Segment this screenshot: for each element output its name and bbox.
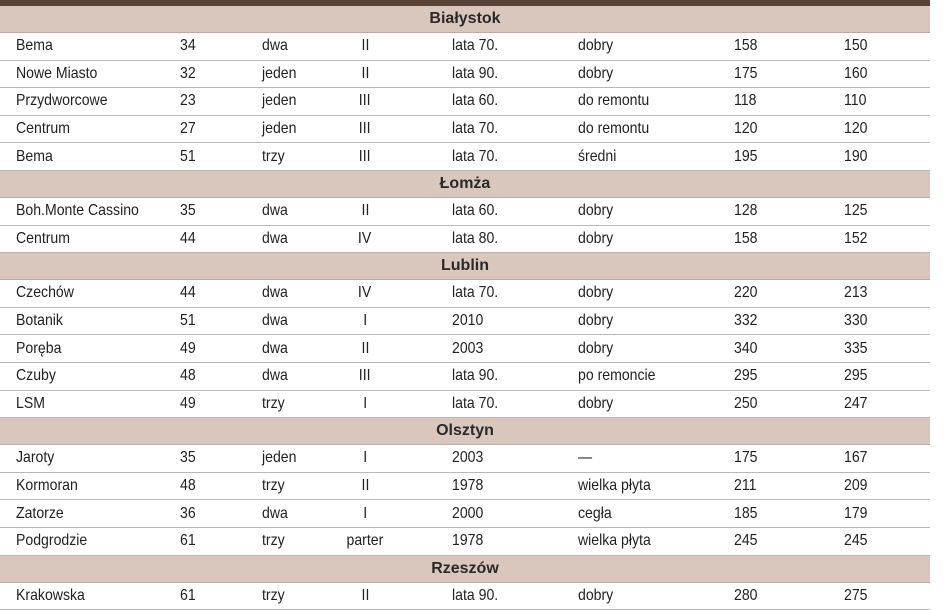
rooms-cell xyxy=(262,528,342,555)
price-cell-text: 209 xyxy=(844,477,867,495)
district-cell-text: Czechów xyxy=(16,284,74,302)
condition-cell xyxy=(578,116,718,143)
year-cell-text: 1978 xyxy=(452,477,483,495)
price-cell-text: 295 xyxy=(734,367,757,385)
district-cell xyxy=(16,226,174,253)
price-cell xyxy=(734,33,794,60)
year-cell xyxy=(452,473,562,500)
price-cell-text: 335 xyxy=(844,340,867,358)
year-cell xyxy=(452,363,562,390)
year-cell-text: 2003 xyxy=(452,340,483,358)
price-cell-text: 280 xyxy=(734,587,757,605)
condition-cell-text: dobry xyxy=(578,202,613,220)
condition-cell xyxy=(578,445,718,472)
area-cell-text: 49 xyxy=(180,340,196,358)
table-row xyxy=(0,335,930,363)
table-row xyxy=(0,61,930,89)
condition-cell-text: — xyxy=(578,449,592,467)
floor-cell-text: II xyxy=(361,202,369,220)
district-cell xyxy=(16,363,174,390)
area-cell xyxy=(180,335,240,362)
area-cell-text: 32 xyxy=(180,65,196,83)
floor-cell xyxy=(340,391,390,418)
table-row xyxy=(0,88,930,116)
table-row xyxy=(0,116,930,144)
price-cell xyxy=(734,335,794,362)
district-cell-text: Centrum xyxy=(16,120,70,138)
year-cell xyxy=(452,528,562,555)
price-cell-text: 213 xyxy=(844,284,867,302)
year-cell-text: lata 70. xyxy=(452,395,498,413)
price-cell-text: 190 xyxy=(844,148,867,166)
year-cell xyxy=(452,583,562,610)
price-cell xyxy=(844,198,904,225)
rooms-cell xyxy=(262,583,342,610)
price-cell-text: 118 xyxy=(734,92,756,110)
city-header: Białystok xyxy=(0,6,930,33)
condition-cell-text: do remontu xyxy=(578,120,649,138)
price-cell xyxy=(844,445,904,472)
area-cell xyxy=(180,198,240,225)
condition-cell xyxy=(578,500,718,527)
city-header: Łomża xyxy=(0,171,930,198)
year-cell xyxy=(452,226,562,253)
price-cell xyxy=(734,280,794,307)
area-cell xyxy=(180,61,240,88)
price-cell xyxy=(844,335,904,362)
year-cell-text: lata 60. xyxy=(452,202,498,220)
price-cell-text: 128 xyxy=(734,202,757,220)
price-cell-text: 245 xyxy=(844,532,867,550)
floor-cell-text: I xyxy=(363,505,367,523)
area-cell xyxy=(180,116,240,143)
district-cell xyxy=(16,528,174,555)
condition-cell xyxy=(578,363,718,390)
year-cell xyxy=(452,143,562,170)
condition-cell xyxy=(578,61,718,88)
condition-cell xyxy=(578,391,718,418)
price-cell-text: 160 xyxy=(844,65,867,83)
condition-cell-text: dobry xyxy=(578,587,613,605)
rooms-cell xyxy=(262,88,342,115)
area-cell-text: 44 xyxy=(180,230,196,248)
condition-cell-text: wielka płyta xyxy=(578,532,651,550)
table-row xyxy=(0,226,930,254)
rooms-cell xyxy=(262,308,342,335)
district-cell-text: Przydworcowe xyxy=(16,92,108,110)
rooms-cell-text: dwa xyxy=(262,340,288,358)
price-cell-text: 275 xyxy=(844,587,867,605)
rooms-cell xyxy=(262,33,342,60)
rooms-cell xyxy=(262,473,342,500)
price-cell xyxy=(734,198,794,225)
floor-cell xyxy=(340,61,390,88)
apartment-price-table xyxy=(0,6,930,610)
district-cell-text: Czuby xyxy=(16,367,56,385)
price-cell xyxy=(734,116,794,143)
price-cell-text: 120 xyxy=(844,120,867,138)
district-cell-text: Zatorze xyxy=(16,505,64,523)
price-cell-text: 125 xyxy=(844,202,867,220)
rooms-cell-text: trzy xyxy=(262,477,285,495)
rooms-cell-text: dwa xyxy=(262,37,288,55)
price-cell xyxy=(844,116,904,143)
floor-cell xyxy=(340,528,390,555)
price-cell xyxy=(734,473,794,500)
price-cell-text: 340 xyxy=(734,340,757,358)
rooms-cell-text: trzy xyxy=(262,395,285,413)
district-cell xyxy=(16,583,174,610)
condition-cell-text: dobry xyxy=(578,340,613,358)
rooms-cell-text: trzy xyxy=(262,148,285,166)
price-cell xyxy=(844,528,904,555)
floor-cell xyxy=(340,583,390,610)
area-cell-text: 35 xyxy=(180,202,196,220)
floor-cell-text: IV xyxy=(358,284,371,302)
floor-cell-text: III xyxy=(359,367,371,385)
price-cell xyxy=(844,61,904,88)
price-cell-text: 158 xyxy=(734,230,757,248)
area-cell-text: 61 xyxy=(180,587,196,605)
price-cell-text: 220 xyxy=(734,284,757,302)
condition-cell-text: dobry xyxy=(578,230,613,248)
rooms-cell xyxy=(262,61,342,88)
city-header: Lublin xyxy=(0,253,930,280)
price-cell-text: 295 xyxy=(844,367,867,385)
price-cell xyxy=(734,500,794,527)
price-cell-text: 175 xyxy=(734,65,757,83)
rooms-cell xyxy=(262,198,342,225)
price-cell-text: 332 xyxy=(734,312,757,330)
year-cell xyxy=(452,116,562,143)
condition-cell-text: po remoncie xyxy=(578,367,655,385)
area-cell xyxy=(180,473,240,500)
floor-cell-text: III xyxy=(359,120,371,138)
year-cell xyxy=(452,88,562,115)
rooms-cell-text: jeden xyxy=(262,92,296,110)
price-cell-text: 195 xyxy=(734,148,757,166)
rooms-cell xyxy=(262,363,342,390)
condition-cell-text: średni xyxy=(578,148,616,166)
area-cell xyxy=(180,445,240,472)
rooms-cell-text: dwa xyxy=(262,312,288,330)
city-header: Olsztyn xyxy=(0,418,930,445)
floor-cell-text: I xyxy=(363,449,367,467)
district-cell-text: Centrum xyxy=(16,230,70,248)
rooms-cell-text: jeden xyxy=(262,449,296,467)
rooms-cell-text: trzy xyxy=(262,587,285,605)
price-cell xyxy=(734,391,794,418)
district-cell xyxy=(16,116,174,143)
condition-cell xyxy=(578,280,718,307)
rooms-cell-text: dwa xyxy=(262,505,288,523)
condition-cell-text: dobry xyxy=(578,312,613,330)
condition-cell xyxy=(578,583,718,610)
year-cell xyxy=(452,33,562,60)
floor-cell xyxy=(340,445,390,472)
district-cell xyxy=(16,335,174,362)
rooms-cell-text: jeden xyxy=(262,120,296,138)
condition-cell-text: dobry xyxy=(578,37,613,55)
area-cell-text: 51 xyxy=(180,312,196,330)
district-cell-text: Poręba xyxy=(16,340,61,358)
table-row xyxy=(0,308,930,336)
table-row xyxy=(0,473,930,501)
floor-cell-text: III xyxy=(359,148,371,166)
year-cell-text: lata 90. xyxy=(452,65,498,83)
year-cell-text: lata 60. xyxy=(452,92,498,110)
price-cell xyxy=(844,473,904,500)
price-cell xyxy=(844,583,904,610)
district-cell xyxy=(16,308,174,335)
district-cell xyxy=(16,61,174,88)
floor-cell-text: II xyxy=(361,587,369,605)
rooms-cell xyxy=(262,500,342,527)
price-cell xyxy=(734,363,794,390)
floor-cell xyxy=(340,88,390,115)
floor-cell-text: parter xyxy=(347,532,384,550)
rooms-cell-text: dwa xyxy=(262,367,288,385)
floor-cell-text: IV xyxy=(358,230,371,248)
year-cell xyxy=(452,445,562,472)
year-cell-text: lata 80. xyxy=(452,230,498,248)
floor-cell xyxy=(340,226,390,253)
price-cell xyxy=(734,445,794,472)
condition-cell xyxy=(578,308,718,335)
district-cell-text: Nowe Miasto xyxy=(16,65,97,83)
floor-cell xyxy=(340,308,390,335)
condition-cell xyxy=(578,143,718,170)
district-cell xyxy=(16,143,174,170)
area-cell-text: 61 xyxy=(180,532,196,550)
floor-cell-text: II xyxy=(361,37,369,55)
area-cell xyxy=(180,143,240,170)
area-cell xyxy=(180,226,240,253)
price-cell xyxy=(734,583,794,610)
price-cell-text: 167 xyxy=(844,449,867,467)
table-row xyxy=(0,33,930,61)
floor-cell xyxy=(340,116,390,143)
rooms-cell xyxy=(262,391,342,418)
area-cell-text: 35 xyxy=(180,449,196,467)
district-cell-text: Jaroty xyxy=(16,449,54,467)
floor-cell xyxy=(340,198,390,225)
year-cell-text: 2003 xyxy=(452,449,483,467)
area-cell xyxy=(180,88,240,115)
rooms-cell-text: dwa xyxy=(262,284,288,302)
condition-cell-text: cegła xyxy=(578,505,612,523)
price-cell xyxy=(844,280,904,307)
year-cell-text: lata 70. xyxy=(452,120,498,138)
district-cell-text: Kormoran xyxy=(16,477,78,495)
area-cell-text: 51 xyxy=(180,148,196,166)
rooms-cell xyxy=(262,280,342,307)
price-cell xyxy=(734,528,794,555)
year-cell-text: 2000 xyxy=(452,505,483,523)
area-cell xyxy=(180,528,240,555)
district-cell-text: Krakowska xyxy=(16,587,85,605)
year-cell-text: lata 70. xyxy=(452,284,498,302)
rooms-cell xyxy=(262,143,342,170)
price-cell-text: 150 xyxy=(844,37,867,55)
floor-cell-text: I xyxy=(363,312,367,330)
floor-cell xyxy=(340,363,390,390)
table-row xyxy=(0,143,930,171)
price-cell xyxy=(734,61,794,88)
price-cell-text: 179 xyxy=(844,505,867,523)
price-cell-text: 247 xyxy=(844,395,867,413)
price-cell xyxy=(734,308,794,335)
price-cell-text: 175 xyxy=(734,449,757,467)
year-cell xyxy=(452,198,562,225)
floor-cell-text: III xyxy=(359,92,371,110)
district-cell-text: LSM xyxy=(16,395,45,413)
city-header: Rzeszów xyxy=(0,556,930,583)
district-cell xyxy=(16,33,174,60)
price-cell-text: 245 xyxy=(734,532,757,550)
area-cell-text: 36 xyxy=(180,505,196,523)
area-cell-text: 34 xyxy=(180,37,196,55)
price-cell-text: 211 xyxy=(734,477,756,495)
district-cell-text: Bema xyxy=(16,148,53,166)
table-row xyxy=(0,391,930,419)
price-cell xyxy=(844,363,904,390)
condition-cell-text: dobry xyxy=(578,284,613,302)
year-cell xyxy=(452,335,562,362)
price-cell-text: 185 xyxy=(734,505,757,523)
district-cell xyxy=(16,88,174,115)
district-cell xyxy=(16,391,174,418)
area-cell xyxy=(180,500,240,527)
district-cell-text: Botanik xyxy=(16,312,63,330)
floor-cell xyxy=(340,335,390,362)
price-cell xyxy=(844,391,904,418)
table-row xyxy=(0,363,930,391)
condition-cell xyxy=(578,226,718,253)
rooms-cell-text: jeden xyxy=(262,65,296,83)
district-cell xyxy=(16,445,174,472)
area-cell-text: 44 xyxy=(180,284,196,302)
table-row xyxy=(0,445,930,473)
price-cell xyxy=(844,226,904,253)
area-cell-text: 27 xyxy=(180,120,196,138)
area-cell-text: 23 xyxy=(180,92,196,110)
area-cell-text: 48 xyxy=(180,477,196,495)
year-cell-text: lata 70. xyxy=(452,148,498,166)
table-row xyxy=(0,198,930,226)
table-row xyxy=(0,583,930,610)
area-cell xyxy=(180,583,240,610)
table-row xyxy=(0,528,930,556)
price-cell-text: 330 xyxy=(844,312,867,330)
floor-cell-text: II xyxy=(361,65,369,83)
area-cell xyxy=(180,280,240,307)
condition-cell-text: do remontu xyxy=(578,92,649,110)
table-row xyxy=(0,500,930,528)
condition-cell-text: wielka płyta xyxy=(578,477,651,495)
condition-cell xyxy=(578,473,718,500)
year-cell-text: lata 90. xyxy=(452,587,498,605)
price-cell xyxy=(844,88,904,115)
year-cell-text: 1978 xyxy=(452,532,483,550)
rooms-cell xyxy=(262,116,342,143)
year-cell-text: 2010 xyxy=(452,312,483,330)
price-cell xyxy=(844,500,904,527)
floor-cell-text: I xyxy=(363,395,367,413)
condition-cell xyxy=(578,198,718,225)
district-cell-text: Bema xyxy=(16,37,53,55)
price-cell-text: 120 xyxy=(734,120,757,138)
area-cell xyxy=(180,33,240,60)
rooms-cell-text: dwa xyxy=(262,202,288,220)
rooms-cell-text: trzy xyxy=(262,532,285,550)
price-cell xyxy=(734,143,794,170)
price-cell-text: 110 xyxy=(844,92,866,110)
district-cell-text: Boh.Monte Cassino xyxy=(16,202,139,220)
year-cell xyxy=(452,280,562,307)
price-cell-text: 158 xyxy=(734,37,757,55)
district-cell xyxy=(16,473,174,500)
price-cell xyxy=(734,88,794,115)
floor-cell xyxy=(340,33,390,60)
district-cell-text: Podgrodzie xyxy=(16,532,87,550)
area-cell-text: 49 xyxy=(180,395,196,413)
condition-cell xyxy=(578,335,718,362)
condition-cell xyxy=(578,88,718,115)
area-cell-text: 48 xyxy=(180,367,196,385)
condition-cell xyxy=(578,528,718,555)
price-cell xyxy=(734,226,794,253)
floor-cell xyxy=(340,143,390,170)
rooms-cell xyxy=(262,335,342,362)
floor-cell xyxy=(340,473,390,500)
floor-cell-text: II xyxy=(361,477,369,495)
year-cell xyxy=(452,61,562,88)
year-cell xyxy=(452,391,562,418)
rooms-cell xyxy=(262,445,342,472)
condition-cell-text: dobry xyxy=(578,65,613,83)
year-cell-text: lata 70. xyxy=(452,37,498,55)
district-cell xyxy=(16,280,174,307)
area-cell xyxy=(180,308,240,335)
price-cell xyxy=(844,143,904,170)
price-cell xyxy=(844,33,904,60)
district-cell xyxy=(16,500,174,527)
floor-cell xyxy=(340,500,390,527)
year-cell xyxy=(452,500,562,527)
table-row xyxy=(0,280,930,308)
price-cell-text: 152 xyxy=(844,230,867,248)
rooms-cell xyxy=(262,226,342,253)
rooms-cell-text: dwa xyxy=(262,230,288,248)
year-cell xyxy=(452,308,562,335)
area-cell xyxy=(180,363,240,390)
area-cell xyxy=(180,391,240,418)
district-cell xyxy=(16,198,174,225)
year-cell-text: lata 90. xyxy=(452,367,498,385)
floor-cell xyxy=(340,280,390,307)
floor-cell-text: II xyxy=(361,340,369,358)
price-cell xyxy=(844,308,904,335)
price-cell-text: 250 xyxy=(734,395,757,413)
condition-cell-text: dobry xyxy=(578,395,613,413)
condition-cell xyxy=(578,33,718,60)
